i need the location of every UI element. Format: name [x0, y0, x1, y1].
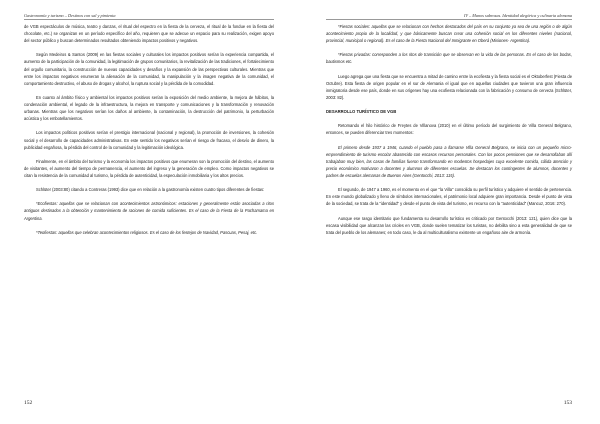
body-paragraph: Luego agrega que una fiesta que se encuentra a mitad de camino entre la ecofiesta y la fiesta social es el Oktoberfest (Fiesta de Octubre). Esta fiesta de origen popular en el sur de Alemania el igual que en aquellas ciudades que tuvieron una gran influencia inmigratoria desde ese país, donde en sus orígenes hay una ecofiesta relacionada con la fabricación y consumo de cerveza (Schlüter, 2003: 82).	[326, 73, 572, 100]
body-paragraph: Schlüter (2003:80) citando a Contreras (1993) dice que en relación a la gastronomía existen cuatro tipos diferentes de fiestas:	[36, 187, 265, 193]
body-paragraph: Retomando el hilo histórico de Freytes de Villanova (2010) en el último período del surgimiento de Villa General Belgrano, entonces, se pueden diferenciar tres momentos:	[326, 123, 572, 136]
running-header: IV – Manos sabrosas. Identidad alegórica y culinaria alemana	[326, 13, 572, 20]
right-page-body	[326, 23, 572, 243]
page-number: 153	[563, 400, 572, 406]
body-paragraph: Aunque ese rasgo identitario que fundamenta su desarrollo turístico es criticado por Gentocchi (2013: 121), quien dice que la escasa visibilidad que alcanzan las crioles en VGB, donde suelen tematizar los turistas, no debilita sino a esta generalidad de que se trata del pueblo de los alemanes; en todo caso, le da al multiculturalismo existente un engañoso aire de armonía.	[326, 215, 572, 235]
running-header: Gastronomía y turismo – Destinos con sal y pimienta	[24, 13, 274, 20]
left-page-body	[24, 23, 274, 243]
body-paragraph: de VGB espectáculos de música, teatro y danzas, el ritual del espectro en la fiesta de la cerveza, el ritual de la fondue en la fiesta del chocolate, etc.) se organizan en un período específico del año, requieren que se adecue un espacio para su realización, exigen apoyo del sector público y buscan determinados resultados obteniendo impactos positivos y negativos.	[24, 24, 274, 44]
body-paragraph: Según Medeiros & Santos (2009) en las fiestas sociales y culturales los impactos positivos serían la experiencia compartida, el aumento de la participación de la comunidad, la legitimación de grupos comunitarios, la revitalización de las tradiciones, el fortalecimiento del orgullo comunitario, la construcción de nuevas capacidades y desafíos y la expansión de las perspectivas culturales. Mientras que entre los impactos negativos enumeran la alienación de la comunidad, la manipulación y la imagen negativa de la comunidad, el comportamiento destructivo, el abuso de drogas y alcohol, la ruptura social y la pérdida de la comodidad.	[24, 52, 274, 86]
body-paragraph: En cuanto al ámbito físico y ambiental los impactos positivos serían la exposición del medio ambiente, la mejora de hábitos, la condenación ambiental, el legado de la infraestructura, la mejora en transporte y comunicaciones y la transformación y renovación urbanas. Mientras que los negativos serían los daños al ambiente, la contaminación, la destrucción del patrimonio, la perturbación acústica y los embotellamientos.	[24, 94, 274, 122]
body-paragraph: Los impactos políticos positivos serían el prestigio internacional (nacional y regional), la promoción de inversiones, la cohesión social y el desarrollo de capacidades administrativas. En este sentido los negativos serían el riesgo de fracaso, el desvío de dinero, la publicidad engañosa, la pérdida del control de la comunidad y la legitimación ideológica.	[24, 130, 274, 150]
body-paragraph: El segundo, de 1947 a 1960, es el momento en el que "la Villa" consolida su perfil turístico y adquiere el sentido de pertenencia. En este mundo globalizado y lleno de símbolos internacionales, el patrimonio local adquiere gran importancia. Desde el punto de vista de la sociedad, se trata de la "identidad" y desde el punto de vista del turismo, es recurso con la "autenticidad" (Mancuz, 2016: 270).	[326, 187, 572, 207]
quote-paragraph: *Fiestas sociales: aquellas que se relacionan con hechos destacados del país en su conjunto ya sea de una región o de algún acontecimiento propio de la localidad, y que básicamente buscan crear una cohesión social en los diferentes niveles (nacional, provincial, municipal o regional). Es el caso de la Fiesta Nacional del Inmigrante en Oberá (Misiones- Argentina).	[326, 24, 572, 44]
quote-paragraph: El primero desde 1937 a 1946, cuando el pueblo pasa a llamarse Villa General Belgrano, se inicia con un pequeño micro-emprendimiento de turismo escolar abastecido con escasos recursos personales. Con los pocos pensiones que se desarrollaban allí trabajaban muy bien, las casas de familias fueron transformando en modestos hospedajes cuya excelente comida, cálida atención y precio económico motivaron a docentes y alumnos de diferentes escuelas. Se destacan los contingentes de alumnos, docentes y padres de escuelas alemanas de Buenos Aires (Gentocchi, 2013: 115).	[326, 144, 572, 178]
right-page	[300, 0, 600, 424]
quote-paragraph: *Ecofiestas: aquellas que se relacionan con acontecimientos astronómicos: estaciones y generalmente están asociadas a ritos antiguos destinados a la obtención y mantenimiento de raciones de comida suficientes. Es el caso de la Fiesta de la Pachamama en Argentina.	[24, 201, 274, 221]
quote-paragraph: *Teofiestas: aquellas que celebran acontecimientos religiosos. Es el caso de los festejos de Navidad, Pascuas, Pesaj, etc.	[36, 229, 258, 235]
section-heading: DESARROLLO TURÍSTICO DE VGB	[326, 109, 397, 115]
body-paragraph: Finalmente, en el ámbito del turismo y la economía los impactos positivos que enumeran son la promoción del destino, el aumento de visitantes, el aumento del tiempo de permanencia, el aumento del ingreso y la generación de empleo. Como impactos negativos se citan la resistencia de la comunidad al turismo, la pérdida de autenticidad, la especulación inmobiliaria y los altos precios.	[24, 158, 274, 178]
quote-paragraph: *Fiestas privadas: corresponden a los ritos de transición que se observan en la vida de las personas. Es el caso de los bodas, bautismos etc.	[326, 52, 572, 65]
page-number: 152	[24, 400, 33, 406]
